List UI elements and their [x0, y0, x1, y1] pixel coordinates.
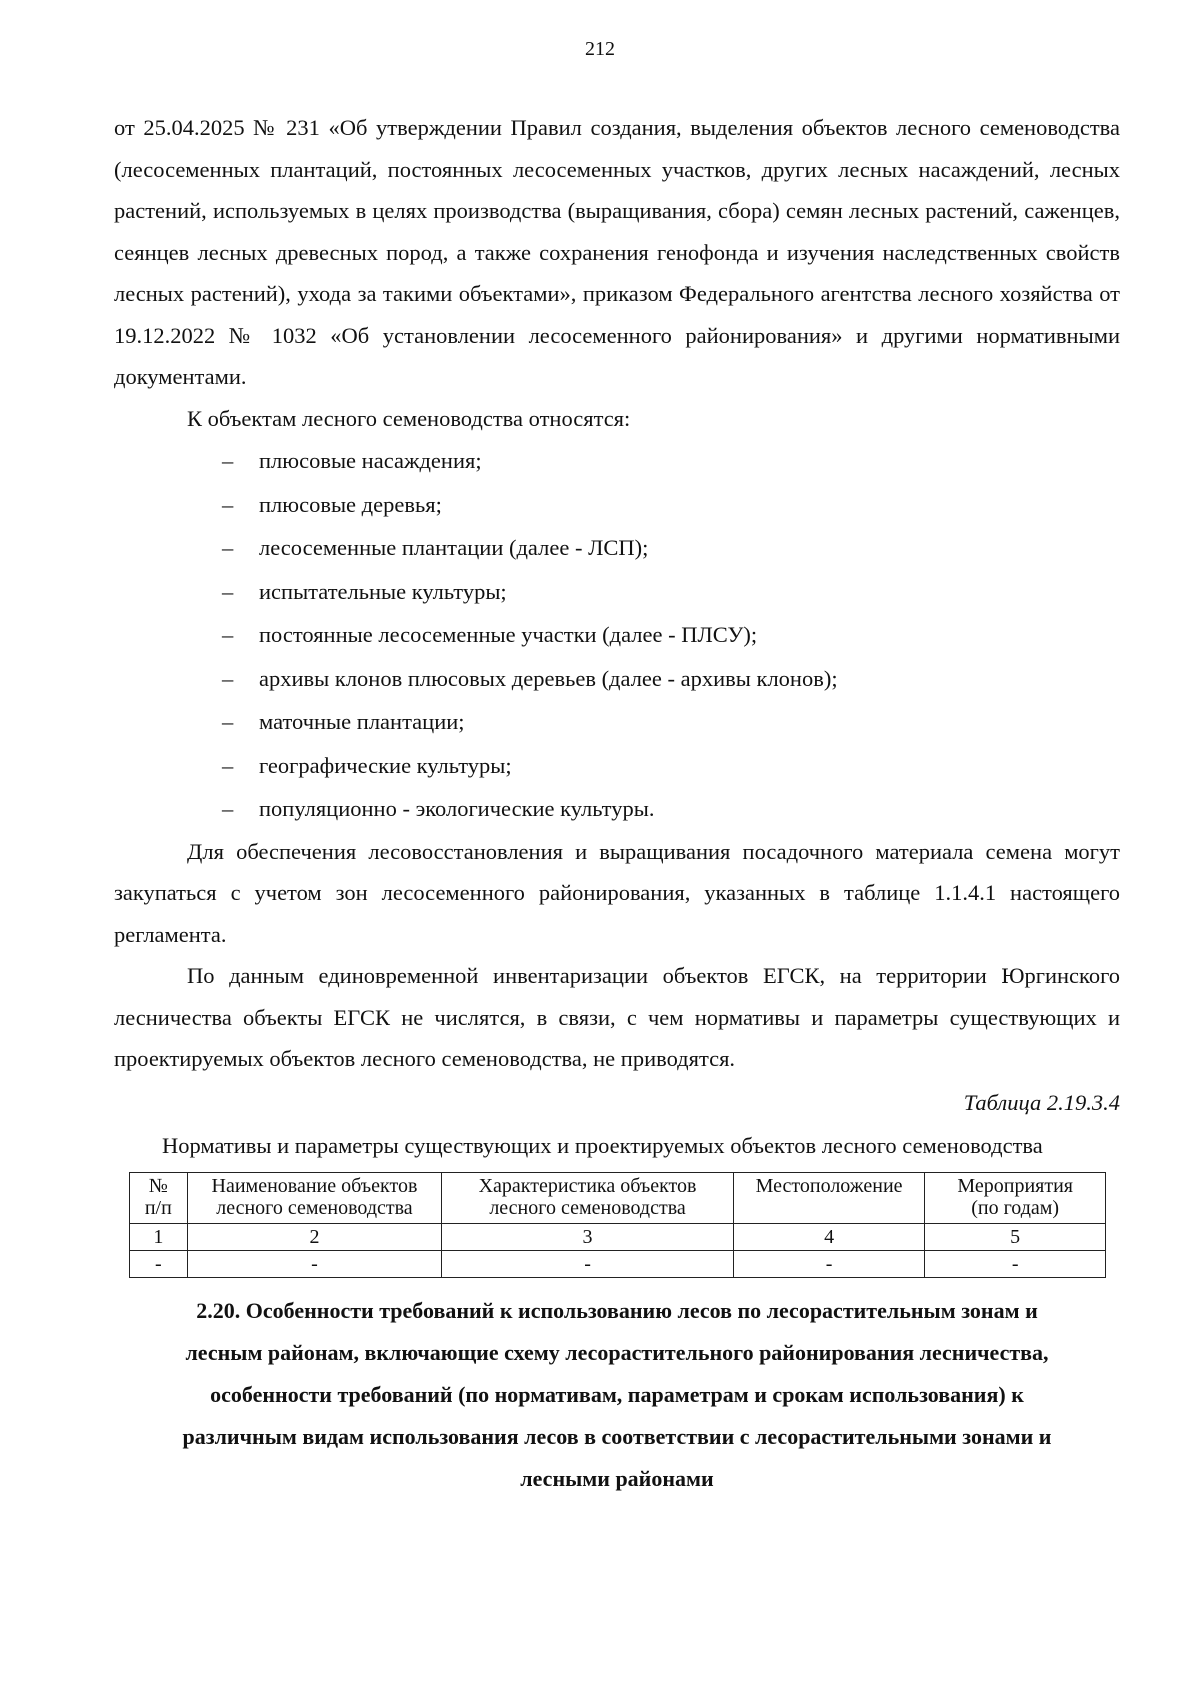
table-row [130, 1250, 1106, 1277]
list-item [114, 657, 1120, 701]
table-cell: 3 [442, 1223, 734, 1250]
table-row [130, 1223, 1106, 1250]
list-item-text: популяционно - экологические культуры. [259, 796, 655, 821]
list-dash: – [222, 709, 234, 734]
page-number: 212 [585, 38, 615, 60]
section-heading-line: особенности требований (по нормативам, параметрам и срокам использования) к [210, 1381, 1024, 1407]
list-dash: – [222, 578, 234, 604]
list-dash: – [222, 535, 234, 560]
list-item-text: постоянные лесосеменные участки (далее - ПЛСУ); [259, 622, 758, 647]
table-cell: - [442, 1250, 734, 1277]
list-item-text: архивы клонов плюсовых деревьев (далее - архивы клонов); [259, 665, 838, 691]
seed-purchase-paragraph: Для обеспечения лесовосстановления и выращивания посадочного материала семена могут закупаться с учетом зон лесосеменного районирования, указанных в таблице 1.1.4.1 настоящего регламента. [114, 838, 1120, 947]
section-heading-line: лесными районами [520, 1465, 714, 1491]
list-item [114, 613, 1120, 657]
table-caption: Таблица 2.19.3.4 [963, 1089, 1120, 1115]
list-item-text: лесосеменные плантации (далее - ЛСП); [259, 535, 649, 560]
section-heading [114, 1290, 1120, 1500]
list-item [114, 526, 1120, 570]
list-intro-paragraph: К объектам лесного семеноводства относятся: [187, 405, 631, 431]
list-dash: – [222, 622, 234, 647]
list-item [114, 483, 1120, 527]
table-header-cell: Характеристика объектов лесного семеноводства [442, 1172, 734, 1223]
inventory-paragraph: По данным единовременной инвентаризации объектов ЕГСК, на территории Юргинского лесничества объекты ЕГСК не числятся, в связи, с чем нормативы и параметры существующих и проектируемых объектов лесного семеноводства, не приводятся. [114, 963, 1120, 1071]
table-cell: - [733, 1250, 925, 1277]
table-header-cell: Наименование объектов лесного семеноводства [187, 1172, 442, 1223]
list-item [114, 700, 1120, 744]
section-heading-line: лесным районам, включающие схему лесорастительного районирования лесничества, [185, 1339, 1049, 1365]
table-cell: 4 [733, 1223, 925, 1250]
list-item-text: испытательные культуры; [259, 578, 507, 604]
table-cell: 2 [187, 1223, 442, 1250]
table-header-row [130, 1172, 1106, 1223]
table-cell: - [925, 1250, 1106, 1277]
list-dash: – [222, 752, 234, 778]
list-item-text: географические культуры; [259, 752, 512, 778]
list-dash: – [222, 491, 234, 517]
table-cell: - [187, 1250, 442, 1277]
section-heading-line: различным видам использования лесов в соответствии с лесорастительными зонами и [182, 1423, 1052, 1449]
list-item [114, 744, 1120, 788]
table-cell: 5 [925, 1223, 1106, 1250]
table-cell: 1 [130, 1223, 188, 1250]
page-content [114, 107, 1120, 1500]
list-dash: – [222, 448, 234, 473]
table-header-cell: Местоположение [733, 1172, 925, 1223]
list-item [114, 787, 1120, 831]
table-header-cell: Мероприятия (по годам) [925, 1172, 1106, 1223]
list-item-text: плюсовые насаждения; [259, 448, 482, 473]
list-item-text: плюсовые деревья; [259, 491, 442, 517]
list-item [114, 570, 1120, 614]
continuation-paragraph: от 25.04.2025 № 231 «Об утверждении Правил создания, выделения объектов лесного семеноводства (лесосеменных плантаций, постоянных лесосеменных участков, других лесных насаждений, лесных растений, используемых в целях производства (выращивания, сбора) семян лесных растений, саженцев, сеянцев лесных древесных пород, а также сохранения генофонда и изучения наследственных свойств лесных растений), ухода за такими объектами», приказом Федерального агентства лесного хозяйства от 19.12.2022 № 1032 «Об установлении лесосеменного районирования» и другими нормативными документами. [114, 115, 1120, 389]
list-dash: – [222, 796, 234, 821]
seed-objects-table [129, 1172, 1106, 1278]
section-heading-line: 2.20. Особенности требований к использованию лесов по лесорастительным зонам и [196, 1297, 1038, 1323]
list-item-text: маточные плантации; [259, 709, 465, 734]
table-cell: - [130, 1250, 188, 1277]
table-title: Нормативы и параметры существующих и проектируемых объектов лесного семеноводства [162, 1133, 1043, 1158]
list-dash: – [222, 665, 234, 691]
list-item [114, 439, 1120, 483]
seed-objects-list [114, 439, 1120, 831]
table-header-cell: № п/п [130, 1172, 188, 1223]
